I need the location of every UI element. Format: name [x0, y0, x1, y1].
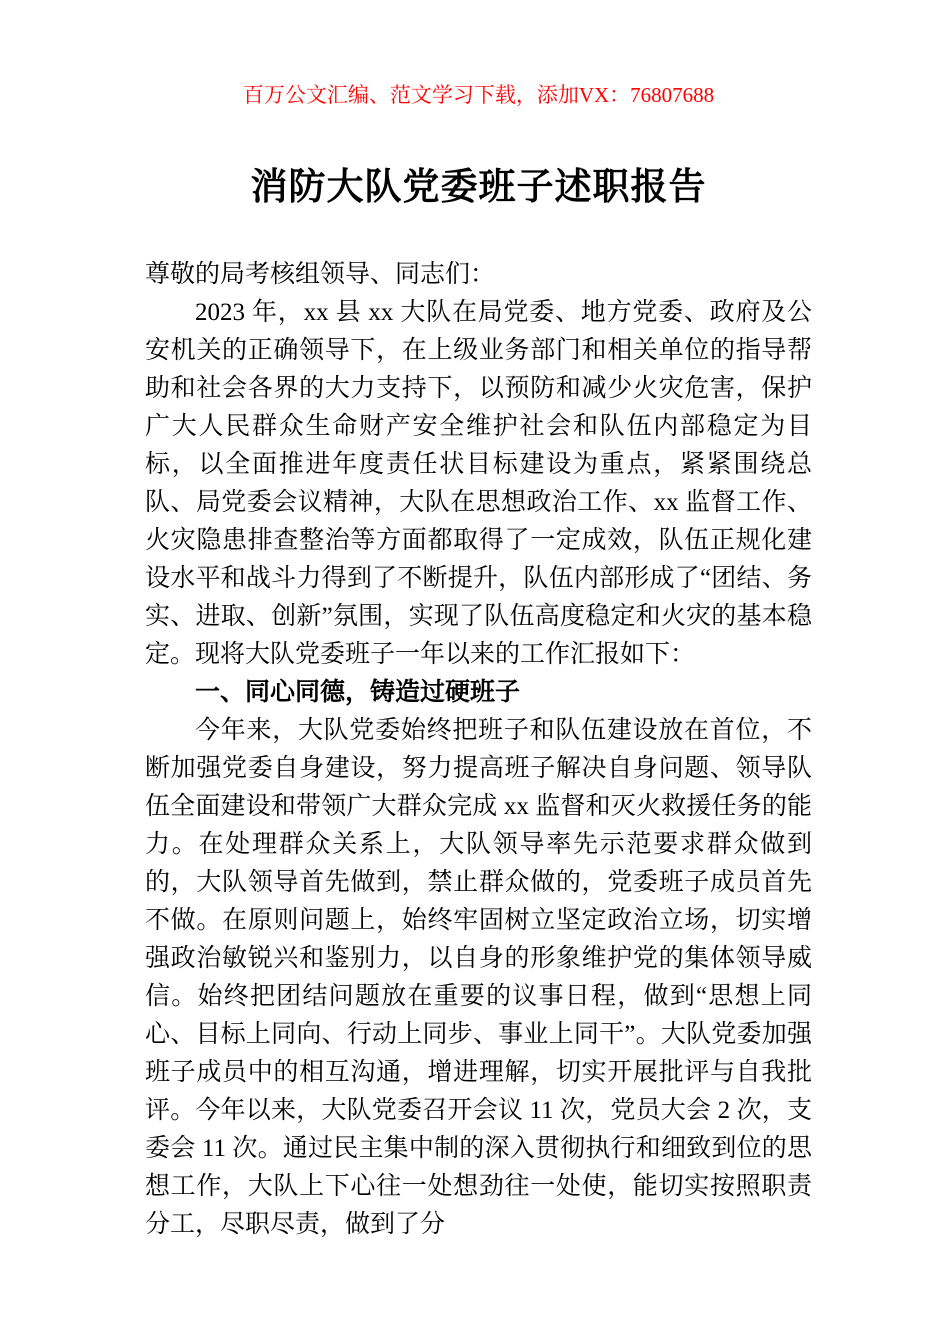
document-title: 消防大队党委班子述职报告 — [250, 167, 707, 208]
paragraph: 尊敬的局考核组领导、同志们： — [145, 261, 496, 288]
paragraph: 今年来，大队党委始终把班子和队伍建设放在首位，不断加强党委自身建设，努力提高班子解决自身问题、领导队伍全面建设和带领广大群众完成 xx 监督和灭火救援任务的能力。在处理群众关系上，大队领导率先示范要求群众做到的，大队领导首先做到，禁止群众做的，党委班子成员首先不做。在原则问题上，始终牢固树立坚定政治立场，切实增强政治敏锐兴和鉴别力，以自身的形象维护党的集体领导威信。始终把团结问题放在重要的议事日程，做到“思想上同心、目标上同向、行动上同步、事业上同干”。大队党委加强班子成员中的相互沟通，增进理解，切实开展批评与自我批评。今年以来，大队党委召开会议 11 次，党员大会 2 次，支委会 11 次。通过民主集中制的深入贯彻执行和细致到位的思想工作，大队上下心往一处想劲往一处使，能切实按照职责分工，尽职尽责，做到了分 — [145, 717, 812, 1238]
document-body — [145, 256, 812, 1244]
section-heading: 一、同心同德，铸造过硬班子 — [195, 679, 521, 706]
paragraph: 2023 年，xx 县 xx 大队在局党委、地方党委、政府及公安机关的正确领导下，在上级业务部门和相关单位的指导帮助和社会各界的大力支持下，以预防和减少火灾危害，保护广大人民群众生命财产安全维护社会和队伍内部稳定为目标，以全面推进年度责任状目标建设为重点，紧紧围绕总队、局党委会议精神，大队在思想政治工作、xx 监督工作、火灾隐患排查整治等方面都取得了一定成效，队伍正规化建设水平和战斗力得到了不断提升，队伍内部形成了“团结、务实、进取、创新”氛围，实现了队伍高度稳定和火灾的基本稳定。现将大队党委班子一年以来的工作汇报如下： — [145, 299, 812, 668]
header-notice: 百万公文汇编、范文学习下载，添加VX：76807688 — [242, 83, 715, 107]
